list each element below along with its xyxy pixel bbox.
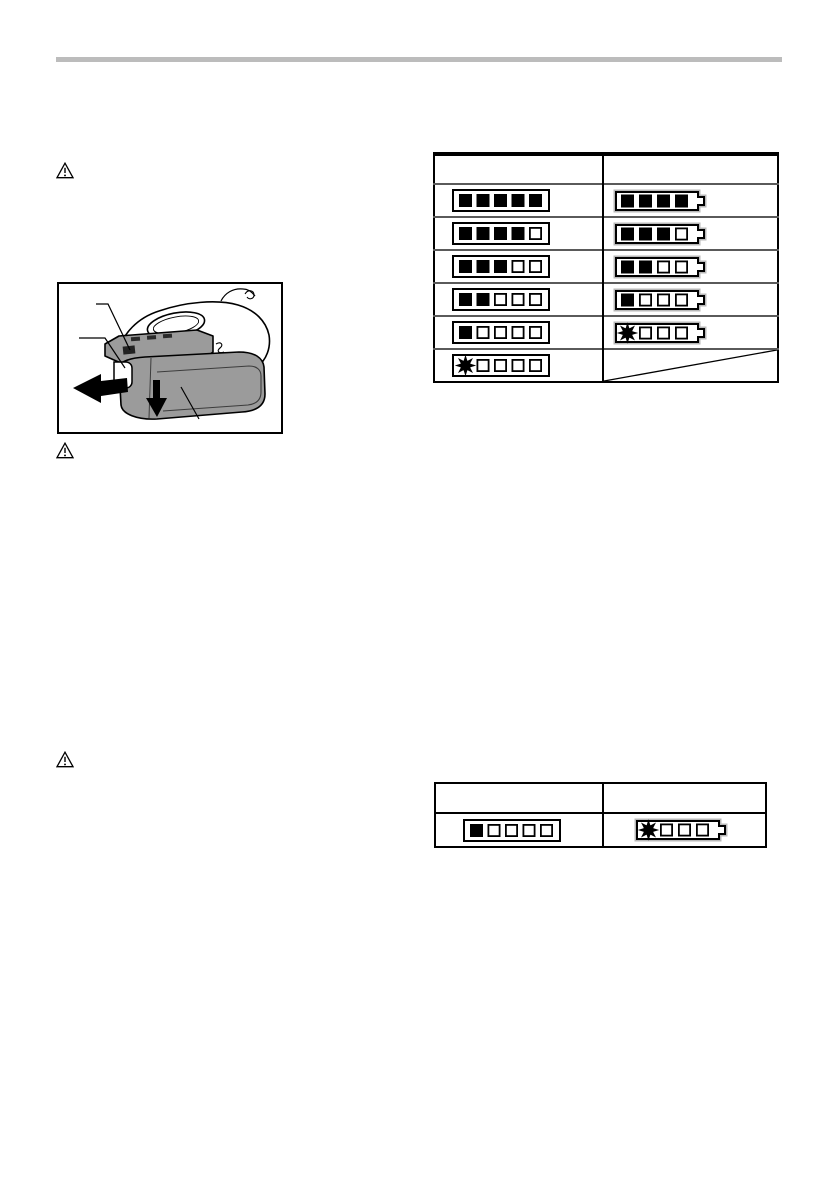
battery-cartridge-indicator-icon (613, 287, 709, 313)
battery-level-meter-icon (452, 222, 550, 245)
tool-indicator-cell (434, 349, 603, 382)
battery-indicator-cell (603, 217, 778, 250)
battery-cartridge-indicator-icon (634, 817, 730, 843)
battery-cartridge-indicator-icon (613, 254, 709, 280)
battery-level-meter-icon (452, 255, 550, 278)
table-header-cell (434, 154, 603, 184)
battery-cartridge-indicator-icon (613, 320, 709, 346)
section-divider-rule (56, 57, 782, 62)
tool-indicator-cell (434, 250, 603, 283)
tool-indicator-cell (434, 217, 603, 250)
tool-indicator-cell (434, 316, 603, 349)
indicator-table-row (434, 184, 778, 217)
tool-indicator-cell (435, 813, 603, 847)
battery-indicator-cell (603, 184, 778, 217)
battery-level-meter-icon (452, 288, 550, 311)
not-applicable-diagonal (604, 350, 777, 381)
battery-indicator-cell (603, 250, 778, 283)
table-header-cell (603, 154, 778, 184)
tool-indicator-cell (434, 283, 603, 316)
battery-removal-illustration (59, 284, 281, 432)
battery-indicator-table-small (434, 782, 767, 848)
battery-level-meter-icon (452, 321, 550, 344)
indicator-table-row (434, 349, 778, 382)
table-header-cell (435, 783, 603, 813)
battery-cartridge-indicator-icon (613, 188, 709, 214)
battery-level-meter-icon (452, 354, 550, 377)
warning-triangle-icon (56, 162, 74, 179)
table-header-cell (603, 783, 766, 813)
indicator-table-row (434, 283, 778, 316)
battery-removal-figure (57, 282, 283, 434)
indicator-table-row (434, 217, 778, 250)
warning-triangle-icon (56, 751, 74, 768)
battery-indicator-cell (603, 283, 778, 316)
battery-level-meter-icon (463, 819, 561, 842)
indicator-table-row (435, 813, 766, 847)
warning-triangle-icon (56, 442, 74, 459)
battery-indicator-cell (603, 813, 766, 847)
battery-indicator-table (433, 152, 779, 383)
table-header-row (434, 154, 778, 184)
indicator-table-row (434, 250, 778, 283)
battery-indicator-cell (603, 316, 778, 349)
battery-level-meter-icon (452, 189, 550, 212)
indicator-table-row (434, 316, 778, 349)
battery-indicator-cell (603, 349, 778, 382)
battery-cartridge-indicator-icon (613, 221, 709, 247)
table-header-row (435, 783, 766, 813)
tool-indicator-cell (434, 184, 603, 217)
